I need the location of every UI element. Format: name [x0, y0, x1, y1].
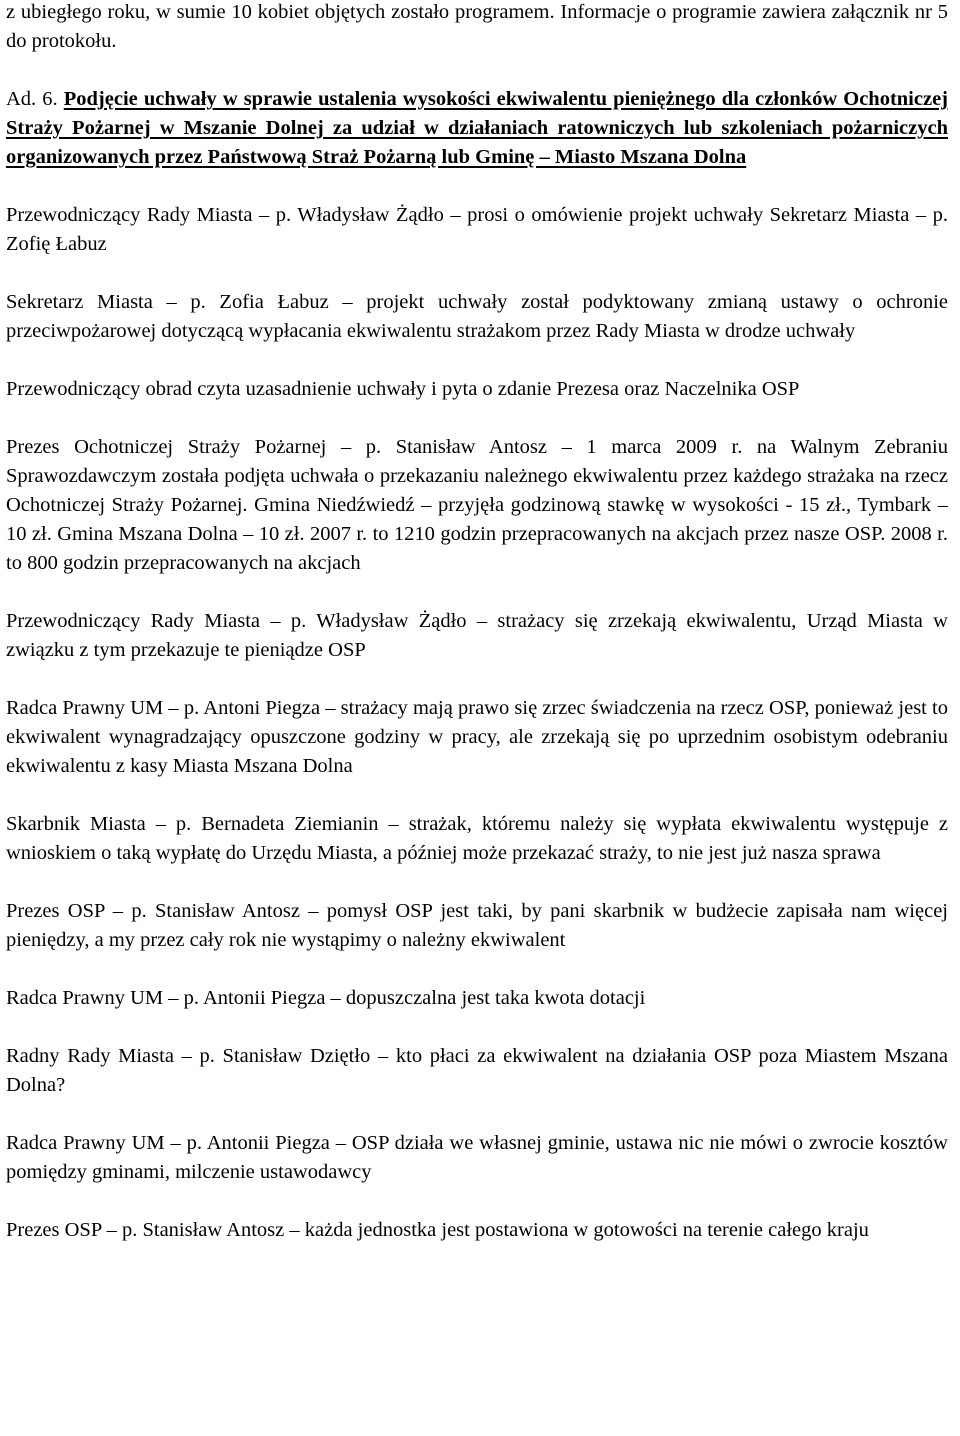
statement-paragraph: Prezes OSP – p. Stanisław Antosz – każda jednostka jest postawiona w gotowości na terenie całego kraju	[6, 1219, 869, 1241]
statement-paragraph: Skarbnik Miasta – p. Bernadeta Ziemianin – strażak, któremu należy się wypłata ekwiwalentu występuje z wnioskiem o taką wypłatę do Urzędu Miasta, a później może przekazać straży, to nie jest już nasza sprawa	[6, 813, 948, 864]
statement-paragraph: Przewodniczący Rady Miasta – p. Władysław Żądło – prosi o omówienie projekt uchwały Sekretarz Miasta – p. Zofię Łabuz	[6, 204, 948, 255]
agenda-item-number: Ad. 6.	[6, 88, 58, 110]
statement-paragraph: Radca Prawny UM – p. Antonii Piegza – dopuszczalna jest taka kwota dotacji	[6, 987, 646, 1009]
agenda-item-heading	[6, 85, 948, 172]
agenda-item-title: Podjęcie uchwały w sprawie ustalenia wysokości ekwiwalentu pieniężnego dla członków Ochotniczej Straży Pożarnej w Mszanie Dolnej za udział w działaniach ratowniczych lub szkoleniach pożarniczych organizowanych przez Państwową Straż Pożarną lub Gminę – Miasto Mszana Dolna	[6, 88, 949, 168]
statement-paragraph: Przewodniczący Rady Miasta – p. Władysław Żądło – strażacy się zrzekają ekwiwalentu, Urząd Miasta w związku z tym przekazuje te pieniądze OSP	[6, 610, 948, 661]
statement-paragraph: Radny Rady Miasta – p. Stanisław Dziętło – kto płaci za ekwiwalent na działania OSP poza Miastem Mszana Dolna?	[6, 1045, 948, 1096]
statement-paragraph: Radca Prawny UM – p. Antoni Piegza – strażacy mają prawo się zrzec świadczenia na rzecz OSP, ponieważ jest to ekwiwalent wynagradzający opuszczone godziny w pracy, ale zrzekają się po uprzednim osobistym odebraniu ekwiwalentu z kasy Miasta Mszana Dolna	[6, 697, 948, 777]
statement-paragraph: Prezes OSP – p. Stanisław Antosz – pomysł OSP jest taki, by pani skarbnik w budżecie zapisała nam więcej pieniędzy, a my przez cały rok nie wystąpimy o należny ekwiwalent	[6, 900, 948, 951]
statement-paragraph: Sekretarz Miasta – p. Zofia Łabuz – projekt uchwały został podyktowany zmianą ustawy o ochronie przeciwpożarowej dotyczącą wypłacania ekwiwalentu strażakom przez Rady Miasta w drodze uchwały	[6, 291, 948, 342]
statement-paragraph: Prezes Ochotniczej Straży Pożarnej – p. Stanisław Antosz – 1 marca 2009 r. na Walnym Zebraniu Sprawozdawczym została podjęta uchwała o przekazaniu należnego ekwiwalentu przez każdego strażaka na rzecz Ochotniczej Straży Pożarnej. Gmina Niedźwiedź – przyjęła godzinową stawkę w wysokości - 15 zł., Tymbark – 10 zł. Gmina Mszana Dolna – 10 zł. 2007 r. to 1210 godzin przepracowanych na akcjach przez nasze OSP. 2008 r. to 800 godzin przepracowanych na akcjach	[6, 436, 948, 574]
statement-paragraph: Przewodniczący obrad czyta uzasadnienie uchwały i pyta o zdanie Prezesa oraz Naczelnika OSP	[6, 378, 800, 400]
statement-paragraph: Radca Prawny UM – p. Antonii Piegza – OSP działa we własnej gminie, ustawa nic nie mówi o zwrocie kosztów pomiędzy gminami, milczenie ustawodawcy	[6, 1132, 948, 1183]
intro-paragraph: z ubiegłego roku, w sumie 10 kobiet objętych zostało programem. Informacje o programie zawiera załącznik nr 5 do protokołu.	[6, 1, 948, 52]
